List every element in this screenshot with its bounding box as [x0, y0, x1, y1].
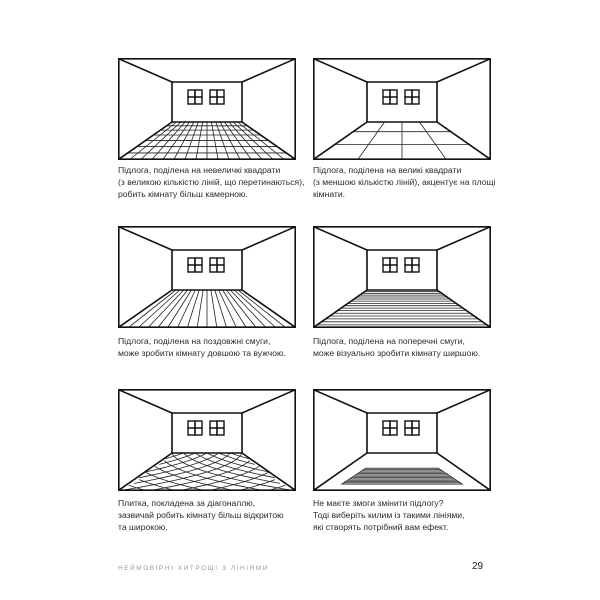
window-left — [383, 90, 397, 104]
caption-crosswise-stripes — [313, 335, 480, 359]
room-drawing — [118, 226, 296, 328]
room-walls — [119, 390, 295, 490]
floor-pattern-lengthwise-stripes — [128, 290, 286, 328]
room-drawing — [118, 389, 296, 491]
window-left — [188, 421, 202, 435]
room-illustration-large-grid — [313, 58, 491, 160]
room-drawing — [118, 58, 296, 160]
window-right — [405, 90, 419, 104]
floor-pattern-rug — [342, 468, 463, 484]
window-right — [210, 90, 224, 104]
running-footer-title: НЕЙМОВІРНІ ХИТРОЩІ З ЛІНІЯМИ — [118, 565, 269, 572]
caption-line: Підлога, поділена на поперечні смуги, — [313, 336, 465, 346]
caption-line: кімнати. — [313, 189, 346, 200]
window-left — [383, 258, 397, 272]
room-illustration-crosswise-stripes — [313, 226, 491, 328]
caption-line: Тоді виберіть килим із такими лініями, — [313, 510, 465, 521]
window-left — [188, 90, 202, 104]
caption-line: може зробити кімнату довшою та вужчою. — [118, 348, 286, 359]
room-illustration-rug — [313, 389, 491, 491]
caption-line: Підлога, поділена на великі квадрати — [313, 165, 462, 175]
floor-pattern-large-grid — [335, 122, 469, 160]
window-right — [405, 421, 419, 435]
room-drawing — [313, 226, 491, 328]
caption-large-grid — [313, 164, 495, 201]
caption-line: Підлога, поділена на невеличкі квадрати — [118, 165, 281, 175]
caption-line: зазвичай робить кімнату більш відкритою — [118, 510, 284, 521]
caption-lengthwise-stripes — [118, 335, 286, 359]
caption-line: (з меншою кількістю ліній), акцентує на площі — [313, 177, 496, 188]
window-right — [210, 258, 224, 272]
caption-diagonal-tiles — [118, 497, 284, 534]
caption-line: та широкою. — [118, 522, 168, 533]
caption-line: Плитка, покладена за діагоналлю, — [118, 498, 256, 508]
room-illustration-lengthwise-stripes — [118, 226, 296, 328]
caption-line: Підлога, поділена на поздовжні смуги, — [118, 336, 271, 346]
window-left — [383, 421, 397, 435]
room-illustration-diagonal-tiles — [118, 389, 296, 491]
caption-line: може візуально зробити кімнату ширшою. — [313, 348, 481, 359]
caption-line: (з великою кількістю ліній, що перетинаються), — [118, 177, 305, 188]
room-drawing — [313, 58, 491, 160]
caption-rug — [313, 497, 464, 534]
window-right — [210, 421, 224, 435]
caption-fine-grid — [118, 164, 304, 201]
window-left — [188, 258, 202, 272]
room-drawing — [313, 389, 491, 491]
room-walls — [314, 227, 490, 327]
caption-line: які створять потрібний вам ефект. — [313, 522, 449, 533]
floor-pattern-fine-grid — [128, 122, 286, 160]
page-number: 29 — [472, 561, 484, 572]
window-right — [405, 258, 419, 272]
caption-line: Не маєте змоги змінити підлогу? — [313, 498, 444, 508]
caption-line: робить кімнату більш камерною. — [118, 189, 248, 200]
room-illustration-fine-grid — [118, 58, 296, 160]
floor-pattern-crosswise-stripes — [317, 292, 486, 325]
